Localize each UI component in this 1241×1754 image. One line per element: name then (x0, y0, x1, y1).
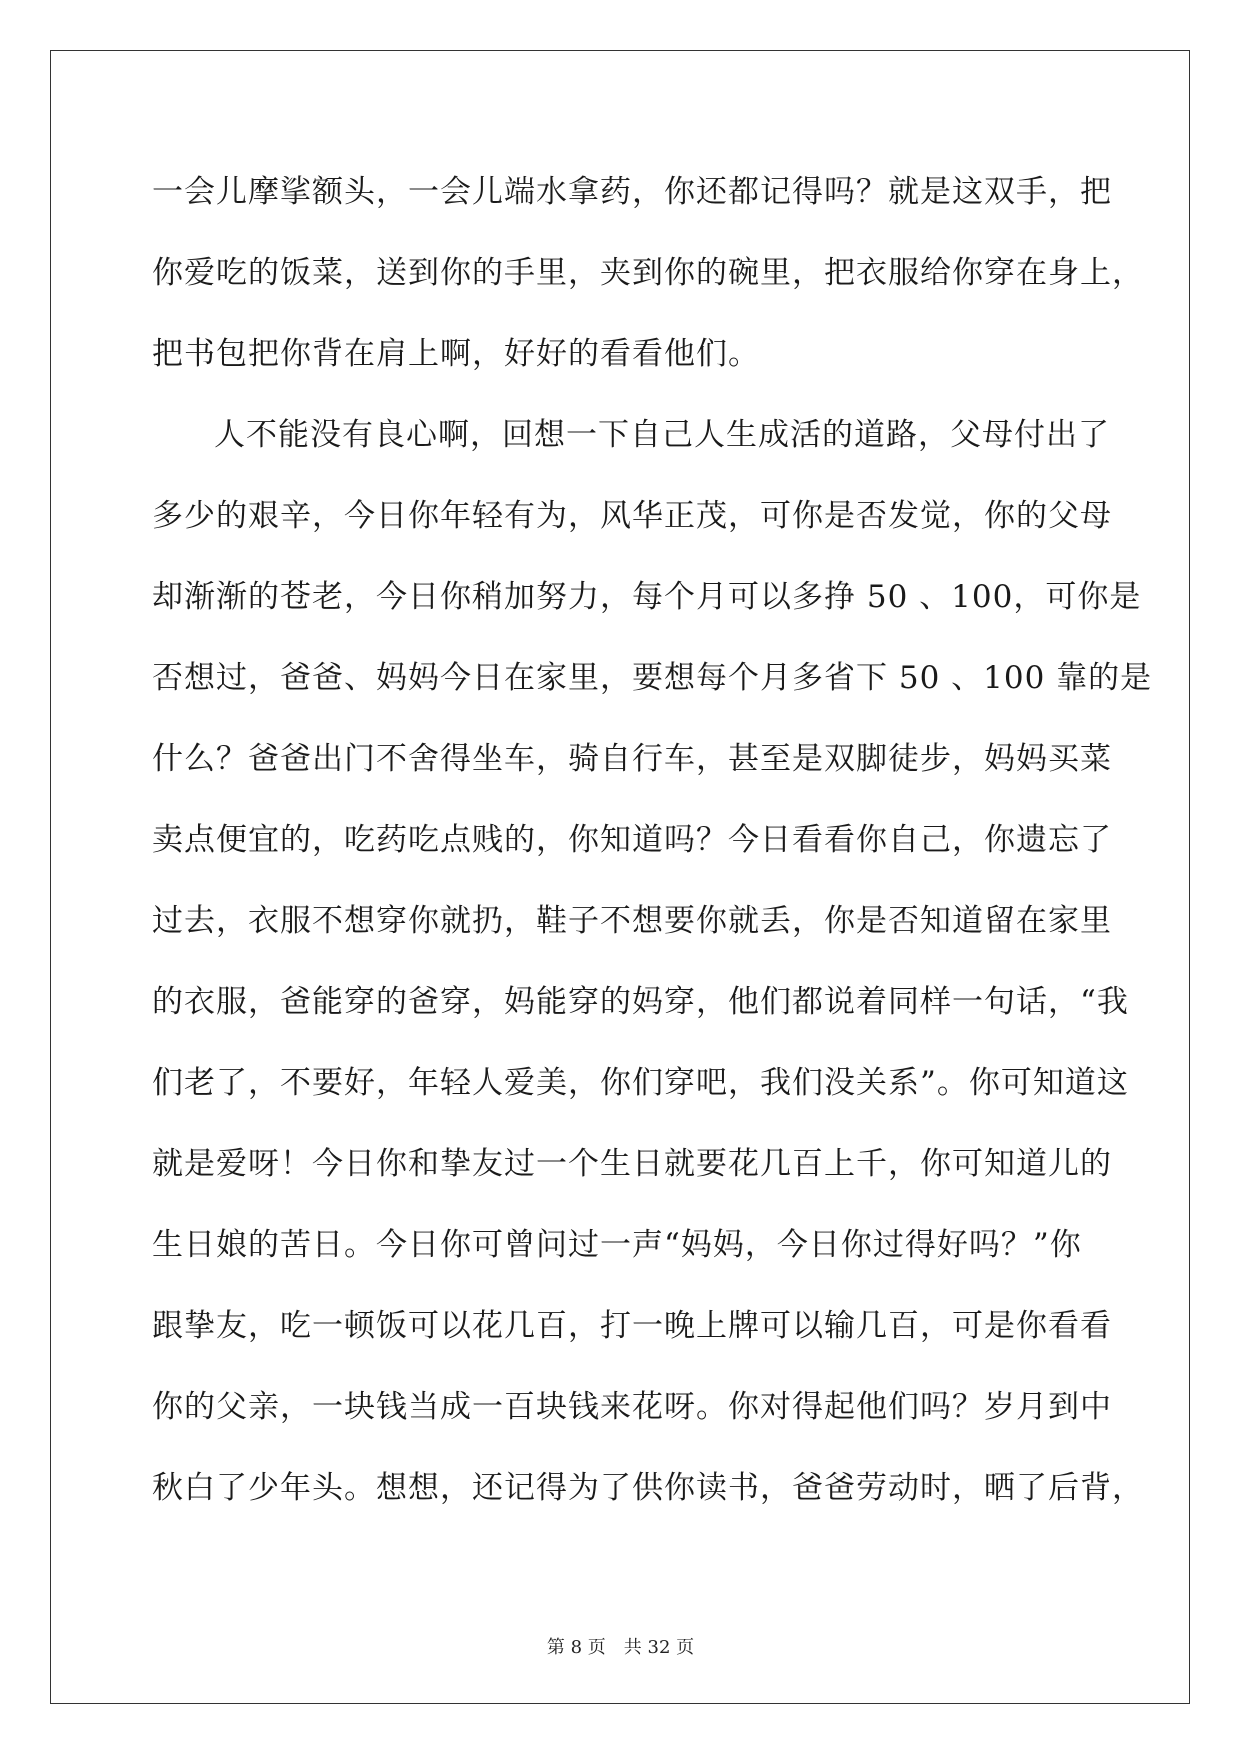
text-line: 把书包把你背在肩上啊，好好的看看他们。 (152, 336, 760, 372)
text-line: 却渐渐的苍老，今日你稍加努力，每个月可以多挣 50 、100，可你是 (152, 579, 1142, 615)
body-text (152, 152, 1153, 1529)
text-line: 一会儿摩挲额头，一会儿端水拿药，你还都记得吗？就是这双手，把 (152, 174, 1112, 210)
text-line: 秋白了少年头。想想，还记得为了供你读书，爸爸劳动时，晒了后背， (152, 1470, 1144, 1506)
text-line: 们老了，不要好，年轻人爱美，你们穿吧，我们没关系”。你可知道这 (152, 1065, 1129, 1101)
page-number: 第 8 页 共 32 页 (546, 1637, 695, 1658)
text-line: 你爱吃的饭菜，送到你的手里，夹到你的碗里，把衣服给你穿在身上， (152, 255, 1144, 291)
text-line: 跟挚友，吃一顿饭可以花几百，打一晚上牌可以输几百，可是你看看 (152, 1308, 1112, 1344)
text-line: 人不能没有良心啊，回想一下自己人生成活的道路，父母付出了 (214, 417, 1110, 453)
text-line: 生日娘的苦日。今日你可曾问过一声“妈妈，今日你过得好吗？”你 (152, 1227, 1082, 1263)
text-line: 就是爱呀！今日你和挚友过一个生日就要花几百上千，你可知道儿的 (152, 1146, 1112, 1182)
text-line: 过去，衣服不想穿你就扔，鞋子不想要你就丢，你是否知道留在家里 (152, 903, 1112, 939)
text-line: 你的父亲，一块钱当成一百块钱来花呀。你对得起他们吗？岁月到中 (152, 1389, 1112, 1425)
text-line: 否想过，爸爸、妈妈今日在家里，要想每个月多省下 50 、100 靠的是 (152, 660, 1153, 696)
text-line: 什么？爸爸出门不舍得坐车，骑自行车，甚至是双脚徒步，妈妈买菜 (152, 741, 1112, 777)
text-line: 多少的艰辛，今日你年轻有为，风华正茂，可你是否发觉，你的父母 (152, 498, 1112, 534)
text-line: 卖点便宜的，吃药吃点贱的，你知道吗？今日看看你自己，你遗忘了 (152, 822, 1112, 858)
text-line: 的衣服，爸能穿的爸穿，妈能穿的妈穿，他们都说着同样一句话，“我 (152, 984, 1129, 1020)
